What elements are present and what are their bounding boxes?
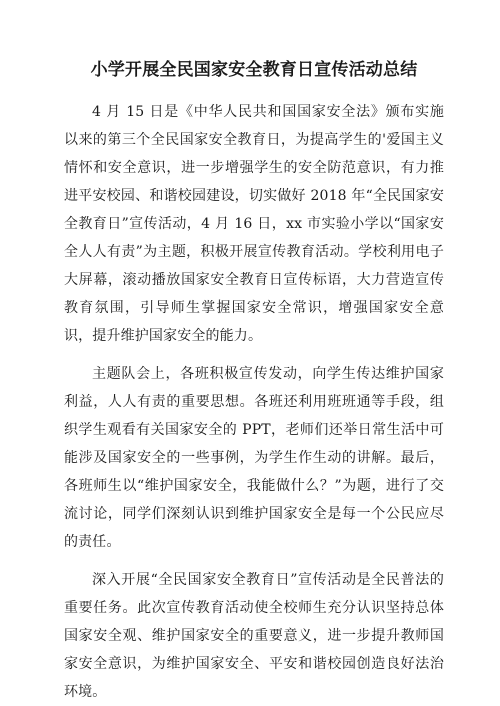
paragraph-3: 深入开展“全民国家安全教育日”宣传活动是全民普法的重要任务。此次宣传教育活动使全校师生充分认识坚持总体国家安全观、维护国家安全的重要意义，进一步提升教师国家安全意识，为维护国家安全、平安和谐校园创造良好法治环境。: [64, 572, 444, 700]
paragraph-2: 主题队会上，各班积极宣传发动，向学生传达维护国家利益，人人有责的重要思想。各班还利用班班通等手段，组织学生观看有关国家安全的 PPT，老师们还举日常生活中可能涉及国家安全的一些事例，为学生作生动的讲解。最后，各班师生以“维护国家安全，我能做什么？”为题，进行了交流讨论，同学们深刻认识到维护国家安全是每一个公民应尽的责任。: [64, 366, 444, 550]
document-title: 小学开展全民国家安全教育日宣传活动总结: [90, 60, 418, 80]
paragraph-1: 4 月 15 日是《中华人民共和国国家安全法》颁布实施以来的第三个全民国家安全教育日，为提高学生的'爱国主义情怀和安全意识，进一步增强学生的安全防范意识，有力推进平安校园、和谐校园建设，切实做好 2018 年“全民国家安全教育日”宣传活动，4 月 16 日，xx 市实验小学以“国家安全人人有责”为主题，积极开展宣传教育活动。学校利用电子大屏幕，滚动播放国家安全教育日宣传标语，大力营造宣传教育氛围，引导师生掌握国家安全常识，增强国家安全意识，提升维护国家安全的能力。: [64, 104, 444, 344]
